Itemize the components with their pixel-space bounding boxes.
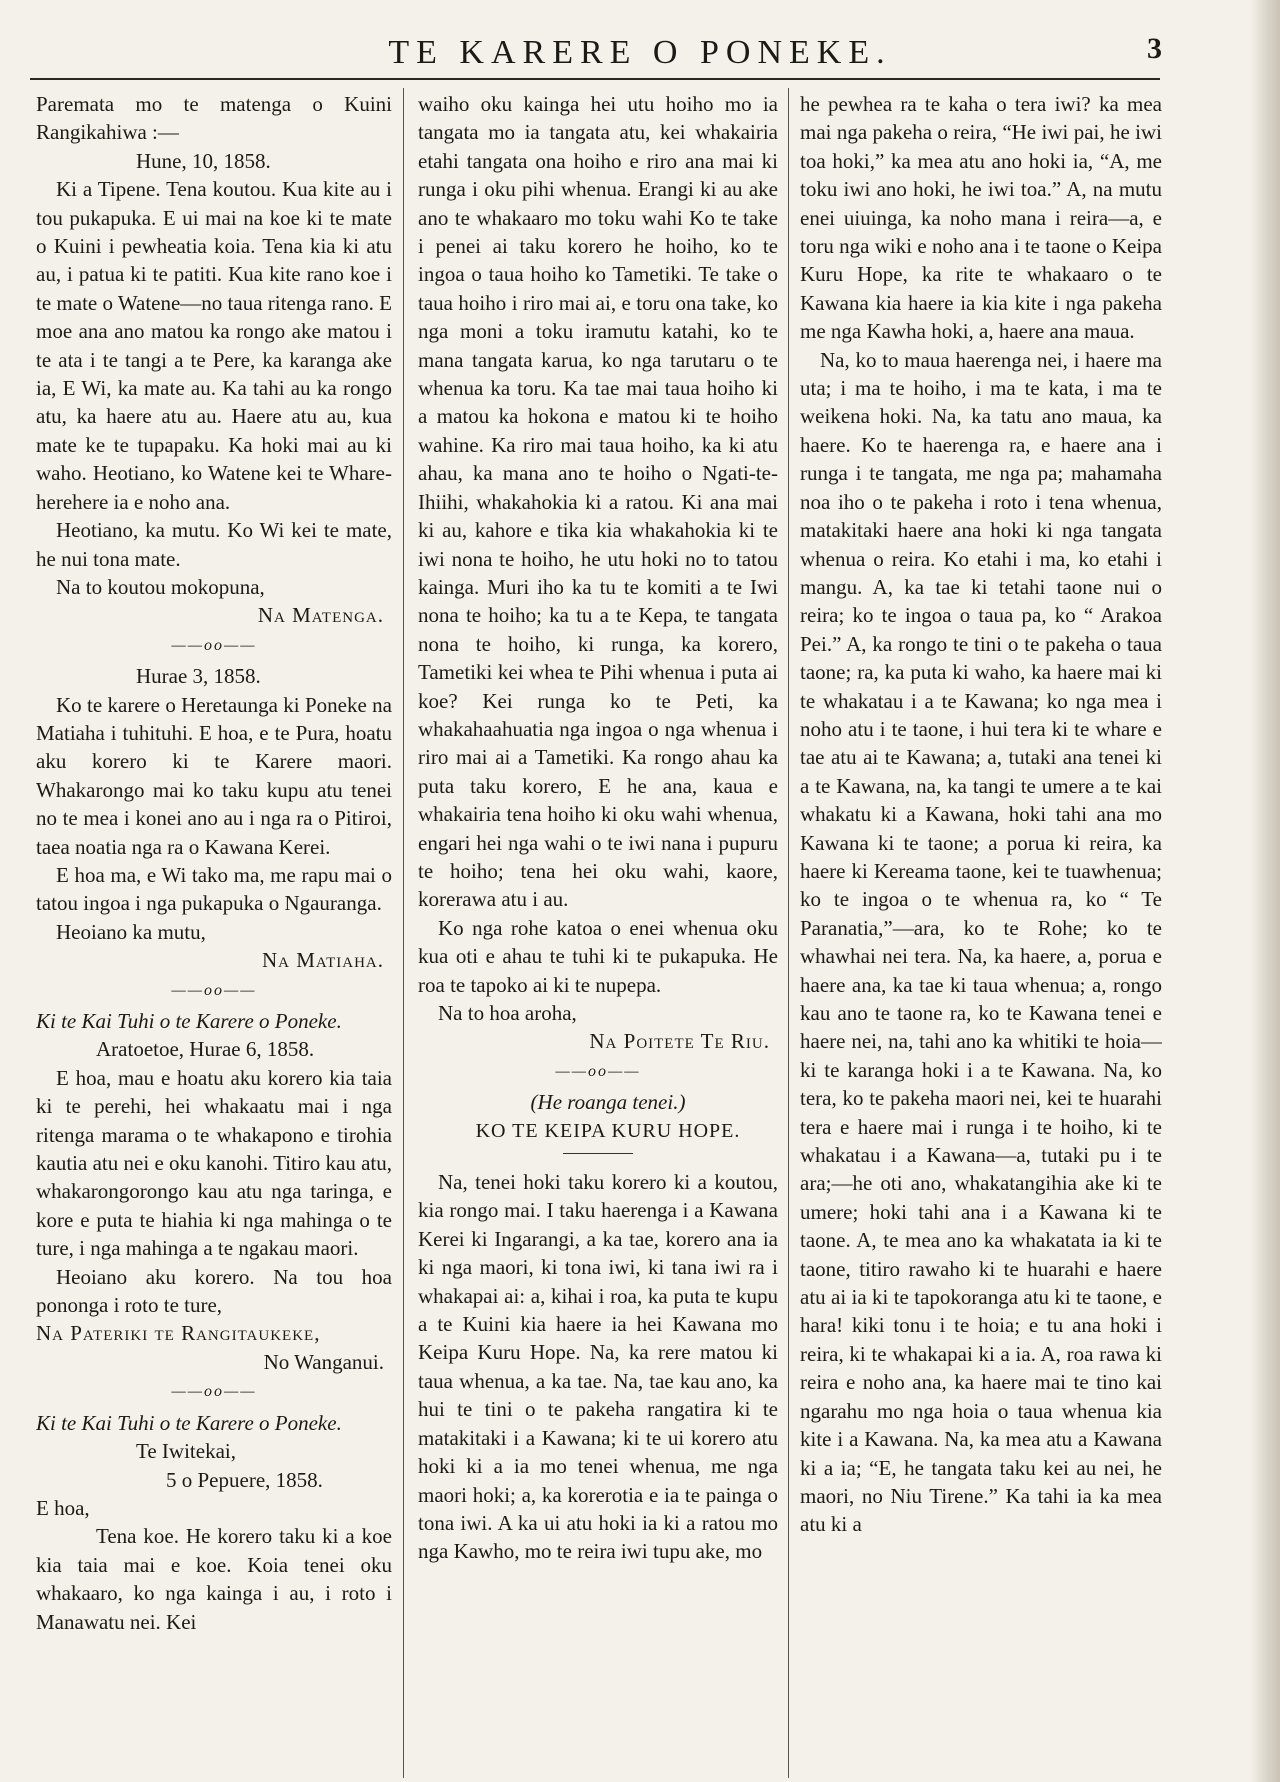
letter3-body: E hoa, mau e hoatu aku korero kia taia ki te perehi, hei whakaatu mai i nga ritenga marama o te whakapono e tirohia kautia atu nei e oku kanohi. Titiro kau atu, whakarongorongo kau atu nga taringa, e kore e puta te hiahia ki nga mahinga o te ture, i nga mahinga a te ngakau maori. — [36, 1065, 392, 1261]
separator: —— oo —— — [36, 1378, 392, 1406]
letter1-closing: Na to koutou mokopuna, — [56, 574, 265, 599]
article-body: Na, tenei hoki taku korero ki a koutou, kia rongo mai. I taku haerenga i a Kawana Kerei ki Ingarangi, a ka tae, korero ana ia ki nga maori, ki tona iwi, ki tana iwi ra i whakapai ai: a, kihai i roa, ka puta te kupu a te Kuini kia haere ia hei Kawana mo Keipa Kuru Hope. Na, ka rere matou ki taua whenua, a ka tae. Na, tae kau ano, ka hui te tini o te pakeha rangatira ki te matakitaki i a Kawana; ki te ui korero atu hoki ki a ia mo tenei whenua, me nga maori hoki; a, ka korerotia e ia te painga o tona iwi. A ka ui atu hoki ia ki a ratou mo nga Kawho, mo te reira iwi tupu ake, mo — [418, 1170, 778, 1564]
letter3-heading: Ki te Kai Tuhi o te Karere o Poneke. — [36, 1009, 342, 1033]
letter3-signature: Na Pateriki te Rangitaukeke, — [36, 1321, 321, 1346]
header-rule — [30, 78, 1160, 80]
letter4-place: Te Iwitekai, — [136, 1439, 236, 1464]
separator: —— oo —— — [36, 977, 392, 1005]
letter1-body-2: Heotiano, ka mutu. Ko Wi kei te mate, he nui tona mate. — [36, 518, 392, 571]
article-body-cont: he pewhea ra te kaha o tera iwi? ka mea mai nga pakeha o reira, “He iwi pai, he iwi toa hoki,” ka mea atu ano hoki ia, “A, me toku iwi ano hoki, he iwi toa.” A, na mutu enei uiuinga, ka noho mana i reira—a, e toru nga wiki e noho ana i te taone o Keipa Kuru Hope, ka rite te whakaaro o te Kawana kia haere ia kia kite i nga pakeha me nga Kawha hoki, a, haere ana maua. — [800, 92, 1162, 344]
letter1-signature: Na Matenga. — [257, 603, 384, 628]
letter4-greeting: E hoa, — [36, 1495, 90, 1520]
letter4-date: 5 o Pepuere, 1858. — [166, 1467, 323, 1492]
separator: —— oo —— — [36, 632, 392, 660]
column-divider-1 — [403, 88, 404, 1778]
letter1-intro: Paremata mo te matenga o Kuini Rangikahiwa :— — [36, 92, 392, 145]
letter3-body-2: Heoiano aku korero. Na tou hoa pononga i roto te ture, — [36, 1264, 392, 1318]
letter4-signature: Na Poitete Te Riu. — [589, 1029, 770, 1054]
page-number: 3 — [1147, 32, 1162, 65]
letter4-body: Tena koe. He korero taku ki a koe kia taia mai e koe. Koia tenei oku whakaaro, ko nga kainga i au, i roto i Manawatu nei. Kei — [36, 1524, 392, 1634]
page-edge — [1250, 0, 1280, 1782]
letter2-signature: Na Matiaha. — [262, 948, 384, 973]
letter2-body: Ko te karere o Heretaunga ki Poneke na Matiaha i tuhituhi. E hoa, e te Pura, hoatu aku korero ki te Karere maori. Whakarongo mai ko taku kupu atu tenei no te mea i konei ano au i nga ra o Pitiroi, taea noatia nga ra o Kawana Kerei. — [36, 692, 392, 859]
masthead — [0, 28, 1280, 78]
column-divider-2 — [788, 88, 789, 1778]
column-1 — [36, 90, 392, 1770]
letter4-body-2: Ko nga rohe katoa o enei whenua oku kua oti e ahau te tuhi ki te pukapuka. He roa te tapoko ai ki te nupepa. — [418, 915, 778, 997]
letter3-date: Aratoetoe, Hurae 6, 1858. — [96, 1037, 315, 1062]
letter4-body-cont: waiho oku kainga hei utu hoiho mo ia tangata mo ia tangata atu, kei whakairia etahi tangata ona hoiho e riro ana mai ki runga i oku pihi whenua. Erangi ki au ake ano te whakaaro mo toku wahi Ko te take i penei ai taku korero he hoiho, ko te ingoa o taua hoiho ko Tametiki. Te take o taua hoiho i riro mai ai, e toru ona take, ko nga moni a toku iramutu katahi, ko te mana tangata karua, ko nga tarutaru o te whenua ka toru. Ka tae mai taua hoiho ki a matou ka hokona e matou ki te hoiho wahine. Ka riro mai taua hoiho, ka ki atu ahau, ka mana ano te hoiho o Ngati-te-Ihiihi, whakahokia ki a ratou. Ki ana mai ki au, kahore e tika kia whakahokia ki te iwi nona te hoiho, he utu hoki no to tatou kainga. Muri iho ka tu te komiti a te Iwi nona te hoiho; ka tu a te Kepa, te tangata nona te hoiho, ki runga, ka korero, Tametiki kei whea te Pihi whenua i puta ai koe? Kei runga ko te Peti, ka whakahaahuatia nga ingoa o nga whenua i riro mai ai a Tametiki. Ka rongo ahau ka puta taku korero, E he ana, kaua e whakairia tena hoiho ki oku wahi whenua, engari hei nga wahi o te iwi nana i pupuru te hoiho; tena hei oku wahi, kaore, korerawa atu i au. — [418, 92, 778, 912]
letter3-place: No Wanganui. — [263, 1349, 384, 1374]
column-2 — [418, 90, 778, 1770]
letter1-body: Ki a Tipene. Tena koutou. Kua kite au i tou pukapuka. E ui mai na koe ki te mate o Kuini i pewheatia koia. Tena kia ki atu au, i patua ki te patiti. Kua kite rano koe i te mate o Watene—no taua ritenga rano. E moe ana ano matou ka rongo ake matou i te ata i te tangi a te Pere, ka karanga ake ia, E Wi, ka mate au. Ka tahi au ka rongo atu, ka haere atu au. Haere atu au, kua mate ke te tupapaku. Ka hoki mai au ki waho. Heotiano, ko Watene kei te Whare-herehere ia e noho ana. — [36, 177, 392, 514]
separator: —— oo —— — [418, 1058, 778, 1086]
article-subheading: (He roanga tenei.) — [530, 1090, 686, 1115]
letter2-closing: Heoiano ka mutu, — [56, 919, 206, 944]
letter1-date: Hune, 10, 1858. — [136, 148, 271, 173]
newspaper-title: TE KARERE O PONEKE. — [388, 34, 892, 71]
letter4-closing: Na to hoa aroha, — [438, 1001, 577, 1025]
article-body-2: Na, ko to maua haerenga nei, i haere ma uta; i ma te hoiho, i ma te kata, i ma te weikena hoki. Na, ka tatu ano maua, ka haere. Ko te haerenga ra, e haere ana i runga i te tangata, me nga pa; mahamaha noa iho o te pakeha i roto i tena whenua, matakitaki haere ana hoki ki nga tangata whenua o reira. Ko etahi i ma, ko etahi i mangu. A, ka tae ki tetahi taone nui o reira; ko te ingoa o taua pa, ko “ Arakoa Pei.” A, ka rongo te tini o te pakeha o taua taone; ra, ka puta ki waho, ka haere mai ki te whakatau i a te Kawana; ko nga mea i noho atu i te taone, i hui tera ki te whare e tae atu ai te Kawana; a, tutaki ana tenei ki a te Kawana, na, ka tangi te umere a te kai whakatu ki a Kawana, hoki tahi ana mo Kawana ki te taone; a porua ki reira, ka haere ki Kereama taone, kei te tuawhenua; ko te ingoa o te whenua ra, ko “ Te Paranatia,”—ara, ko te Rohe; ko te whawhai nei tera. Na, ka haere, a, porua e haere ana, ka tae ki taua whenua; a, rongo kau ano te taone ra, ko te Kawana tenei e haere nei, na, tahi ano ka whitiki te hoia—ki te karanga hoki i a te Kawana. Na, ko tera, ko te pakeha maori nei, kei te huarahi tera e haere mai i runga i te hoiho, ki te whakatau i a Kawana—a, tutaki pu i te ara;—he oti ano, whakatangihia ake ki te umere; hoki tahi ana i a Kawana ki te taone. A, te mea ano ka whakatata ia ki te taone, titiro rawaho ki te huarahi e haere atu ai ia ki te tapokoranga atu ki te taone, e hara! kiki tonu i te hoia; e tu ana hoki i reira, ki te whakapai ki a ia. A, roa rawa ki reira e noho ana, ka haere mai te tino kai ngarahu mo nga hoia o taua whenua kia kite i a Kawana. Na, ka mea atu a Kawana ki a ia; “E, he tangata taku kei au nei, he maori, no Niu Tirene.” Ka tahi ia ka mea atu ki a — [800, 347, 1162, 1537]
letter2-date: Hurae 3, 1858. — [136, 664, 261, 689]
article-heading: KO TE KEIPA KURU HOPE. — [475, 1119, 741, 1142]
letter2-body-2: E hoa ma, e Wi tako ma, me rapu mai o tatou ingoa i nga pukapuka o Ngauranga. — [36, 862, 392, 916]
column-3 — [800, 90, 1162, 1770]
letter4-heading: Ki te Kai Tuhi o te Karere o Poneke. — [36, 1410, 342, 1435]
short-rule — [563, 1153, 633, 1154]
